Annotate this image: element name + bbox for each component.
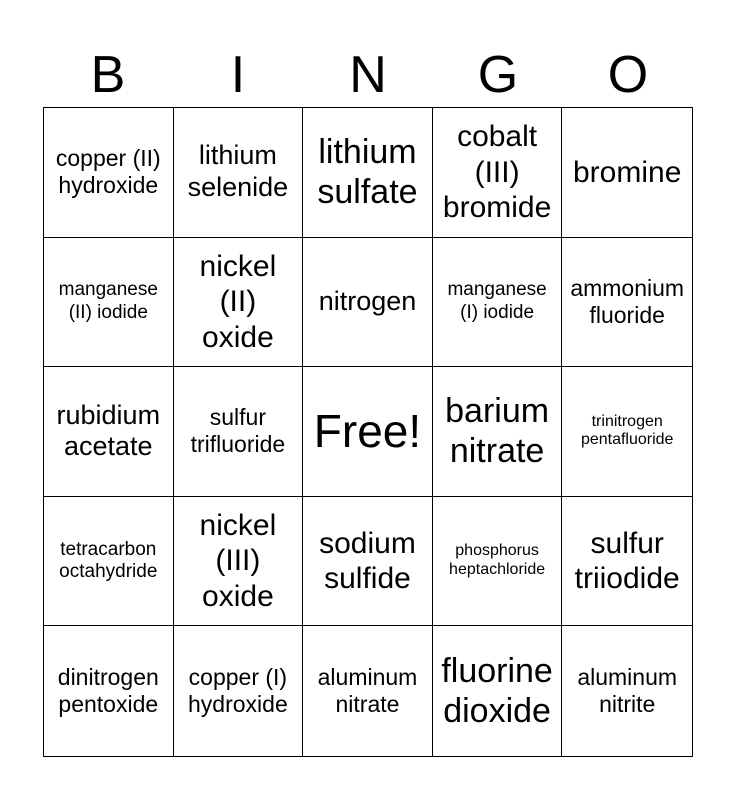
cell-label: dinitrogen pentoxide <box>57 664 159 718</box>
bingo-cell-b4[interactable] <box>44 497 174 627</box>
bingo-cell-n3-free[interactable] <box>303 367 433 497</box>
cell-label: fluorine dioxide <box>441 652 553 731</box>
bingo-cell-n4[interactable] <box>303 497 433 627</box>
cell-label: manganese (I) iodide <box>447 279 547 323</box>
cell-label: trinitrogen pentafluoride <box>580 412 674 449</box>
bingo-cell-b5[interactable] <box>44 626 174 756</box>
cell-label: sulfur trifluoride <box>190 404 286 458</box>
bingo-cell-g3[interactable] <box>433 367 563 497</box>
cell-label: aluminum nitrite <box>577 664 678 718</box>
bingo-cell-g4[interactable] <box>433 497 563 627</box>
cell-label: tetracarbon octahydride <box>59 538 158 583</box>
bingo-cell-i1[interactable] <box>174 108 304 238</box>
bingo-cell-b2[interactable] <box>44 238 174 368</box>
bingo-cell-g1[interactable] <box>433 108 563 238</box>
cell-label: copper (II) hydroxide <box>55 145 161 199</box>
cell-label: nickel (III) oxide <box>199 509 277 613</box>
bingo-cell-i4[interactable] <box>174 497 304 627</box>
bingo-cell-i2[interactable] <box>174 238 304 368</box>
bingo-cell-o4[interactable] <box>562 497 692 627</box>
cell-label: barium nitrate <box>445 392 550 471</box>
cell-label: aluminum nitrate <box>317 664 418 718</box>
header-letter-i: I <box>230 46 246 104</box>
header-letter-b: B <box>90 46 126 104</box>
cell-label: rubidium acetate <box>56 399 161 462</box>
bingo-cell-o5[interactable] <box>562 626 692 756</box>
cell-label: phosphorus heptachloride <box>449 542 546 579</box>
header-letter-o: O <box>607 46 649 104</box>
cell-label: sulfur triiodide <box>574 526 680 596</box>
bingo-board <box>43 107 693 757</box>
cell-label: copper (I) hydroxide <box>188 664 288 718</box>
free-space-label: Free! <box>313 405 422 458</box>
bingo-cell-b1[interactable] <box>44 108 174 238</box>
cell-label: lithium sulfate <box>317 133 418 212</box>
cell-label: bromine <box>573 155 682 189</box>
bingo-cell-n2[interactable] <box>303 238 433 368</box>
bingo-cell-i5[interactable] <box>174 626 304 756</box>
cell-label: cobalt (III) bromide <box>442 120 552 224</box>
cell-label: sodium sulfide <box>319 526 416 596</box>
header-letter-n: N <box>349 46 387 104</box>
bingo-cell-n5[interactable] <box>303 626 433 756</box>
bingo-cell-i3[interactable] <box>174 367 304 497</box>
cell-label: ammonium fluoride <box>570 274 685 328</box>
header-letter-g: G <box>477 46 519 104</box>
bingo-cell-o1[interactable] <box>562 108 692 238</box>
bingo-cell-n1[interactable] <box>303 108 433 238</box>
bingo-cell-o3[interactable] <box>562 367 692 497</box>
bingo-cell-g2[interactable] <box>433 238 563 368</box>
cell-label: nickel (II) oxide <box>199 249 277 354</box>
cell-label: lithium selenide <box>187 140 289 203</box>
bingo-cell-o2[interactable] <box>562 238 692 368</box>
bingo-header <box>43 44 693 106</box>
bingo-cell-b3[interactable] <box>44 367 174 497</box>
cell-label: manganese (II) iodide <box>58 279 158 323</box>
bingo-cell-g5[interactable] <box>433 626 563 756</box>
cell-label: nitrogen <box>318 285 417 316</box>
